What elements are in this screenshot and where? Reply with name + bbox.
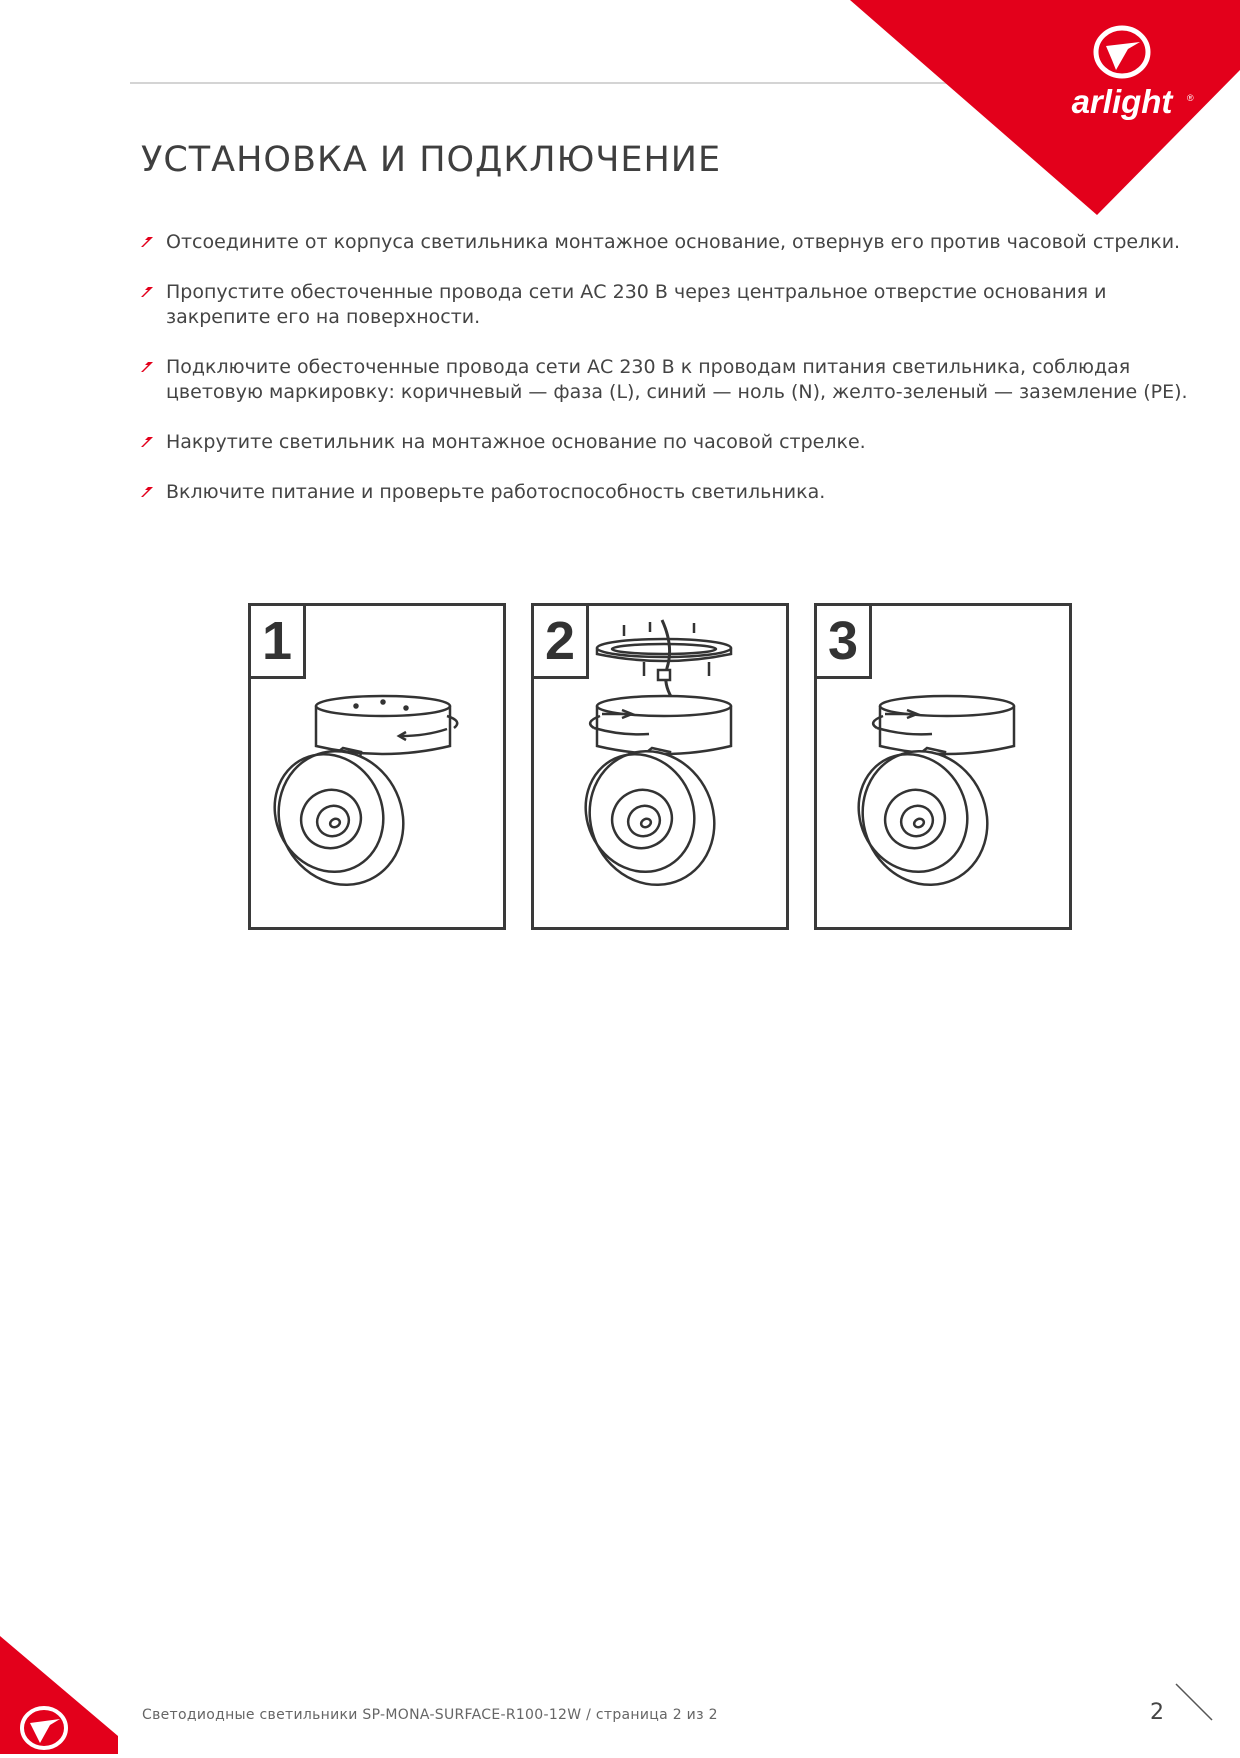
page-title: УСТАНОВКА И ПОДКЛЮЧЕНИЕ bbox=[141, 140, 722, 180]
figure-number: 2 bbox=[531, 603, 589, 679]
instruction-item bbox=[140, 230, 1190, 255]
figure-number: 1 bbox=[248, 603, 306, 679]
figure-number: 3 bbox=[814, 603, 872, 679]
svg-text:®: ® bbox=[1187, 93, 1194, 103]
instruction-text: Накрутите светильник на монтажное основание по часовой стрелке. bbox=[166, 431, 866, 453]
page-corner-slash-icon bbox=[1174, 1682, 1214, 1722]
instruction-item bbox=[140, 280, 1190, 330]
instruction-text: Пропустите обесточенные провода сети АС 230 В через центральное отверстие основания и закрепите его на поверхности. bbox=[166, 281, 1107, 328]
red-arrow-bullet-icon bbox=[140, 436, 154, 448]
footer-brand-corner bbox=[0, 1616, 118, 1754]
instruction-list bbox=[140, 230, 1190, 530]
brand-corner-logo bbox=[850, 0, 1240, 215]
red-arrow-bullet-icon bbox=[140, 361, 154, 373]
header-divider bbox=[130, 82, 960, 84]
red-arrow-bullet-icon bbox=[140, 236, 154, 248]
figure-panel-2 bbox=[531, 603, 789, 930]
instruction-text: Включите питание и проверьте работоспособность светильника. bbox=[166, 481, 826, 503]
brand-wordmark: arlight bbox=[1071, 83, 1173, 120]
figure-panel-1 bbox=[248, 603, 506, 930]
footer-document-info: Светодиодные светильники SP-MONA-SURFACE-R100-12W / страница 2 из 2 bbox=[142, 1707, 718, 1723]
page-number: 2 bbox=[1150, 1700, 1164, 1725]
instruction-item bbox=[140, 355, 1190, 405]
instruction-item bbox=[140, 480, 1190, 505]
instruction-text: Отсоедините от корпуса светильника монтажное основание, отвернув его против часовой стрелки. bbox=[166, 231, 1181, 253]
figure-panel-3 bbox=[814, 603, 1072, 930]
installation-figures bbox=[248, 603, 1076, 933]
red-arrow-bullet-icon bbox=[140, 486, 154, 498]
instruction-text: Подключите обесточенные провода сети АС 230 В к проводам питания светильника, соблюдая цветовую маркировку: коричневый — фаза (L), синий — ноль (N), желто-зеленый — заземление (PE). bbox=[166, 356, 1188, 403]
instruction-item bbox=[140, 430, 1190, 455]
red-arrow-bullet-icon bbox=[140, 286, 154, 298]
